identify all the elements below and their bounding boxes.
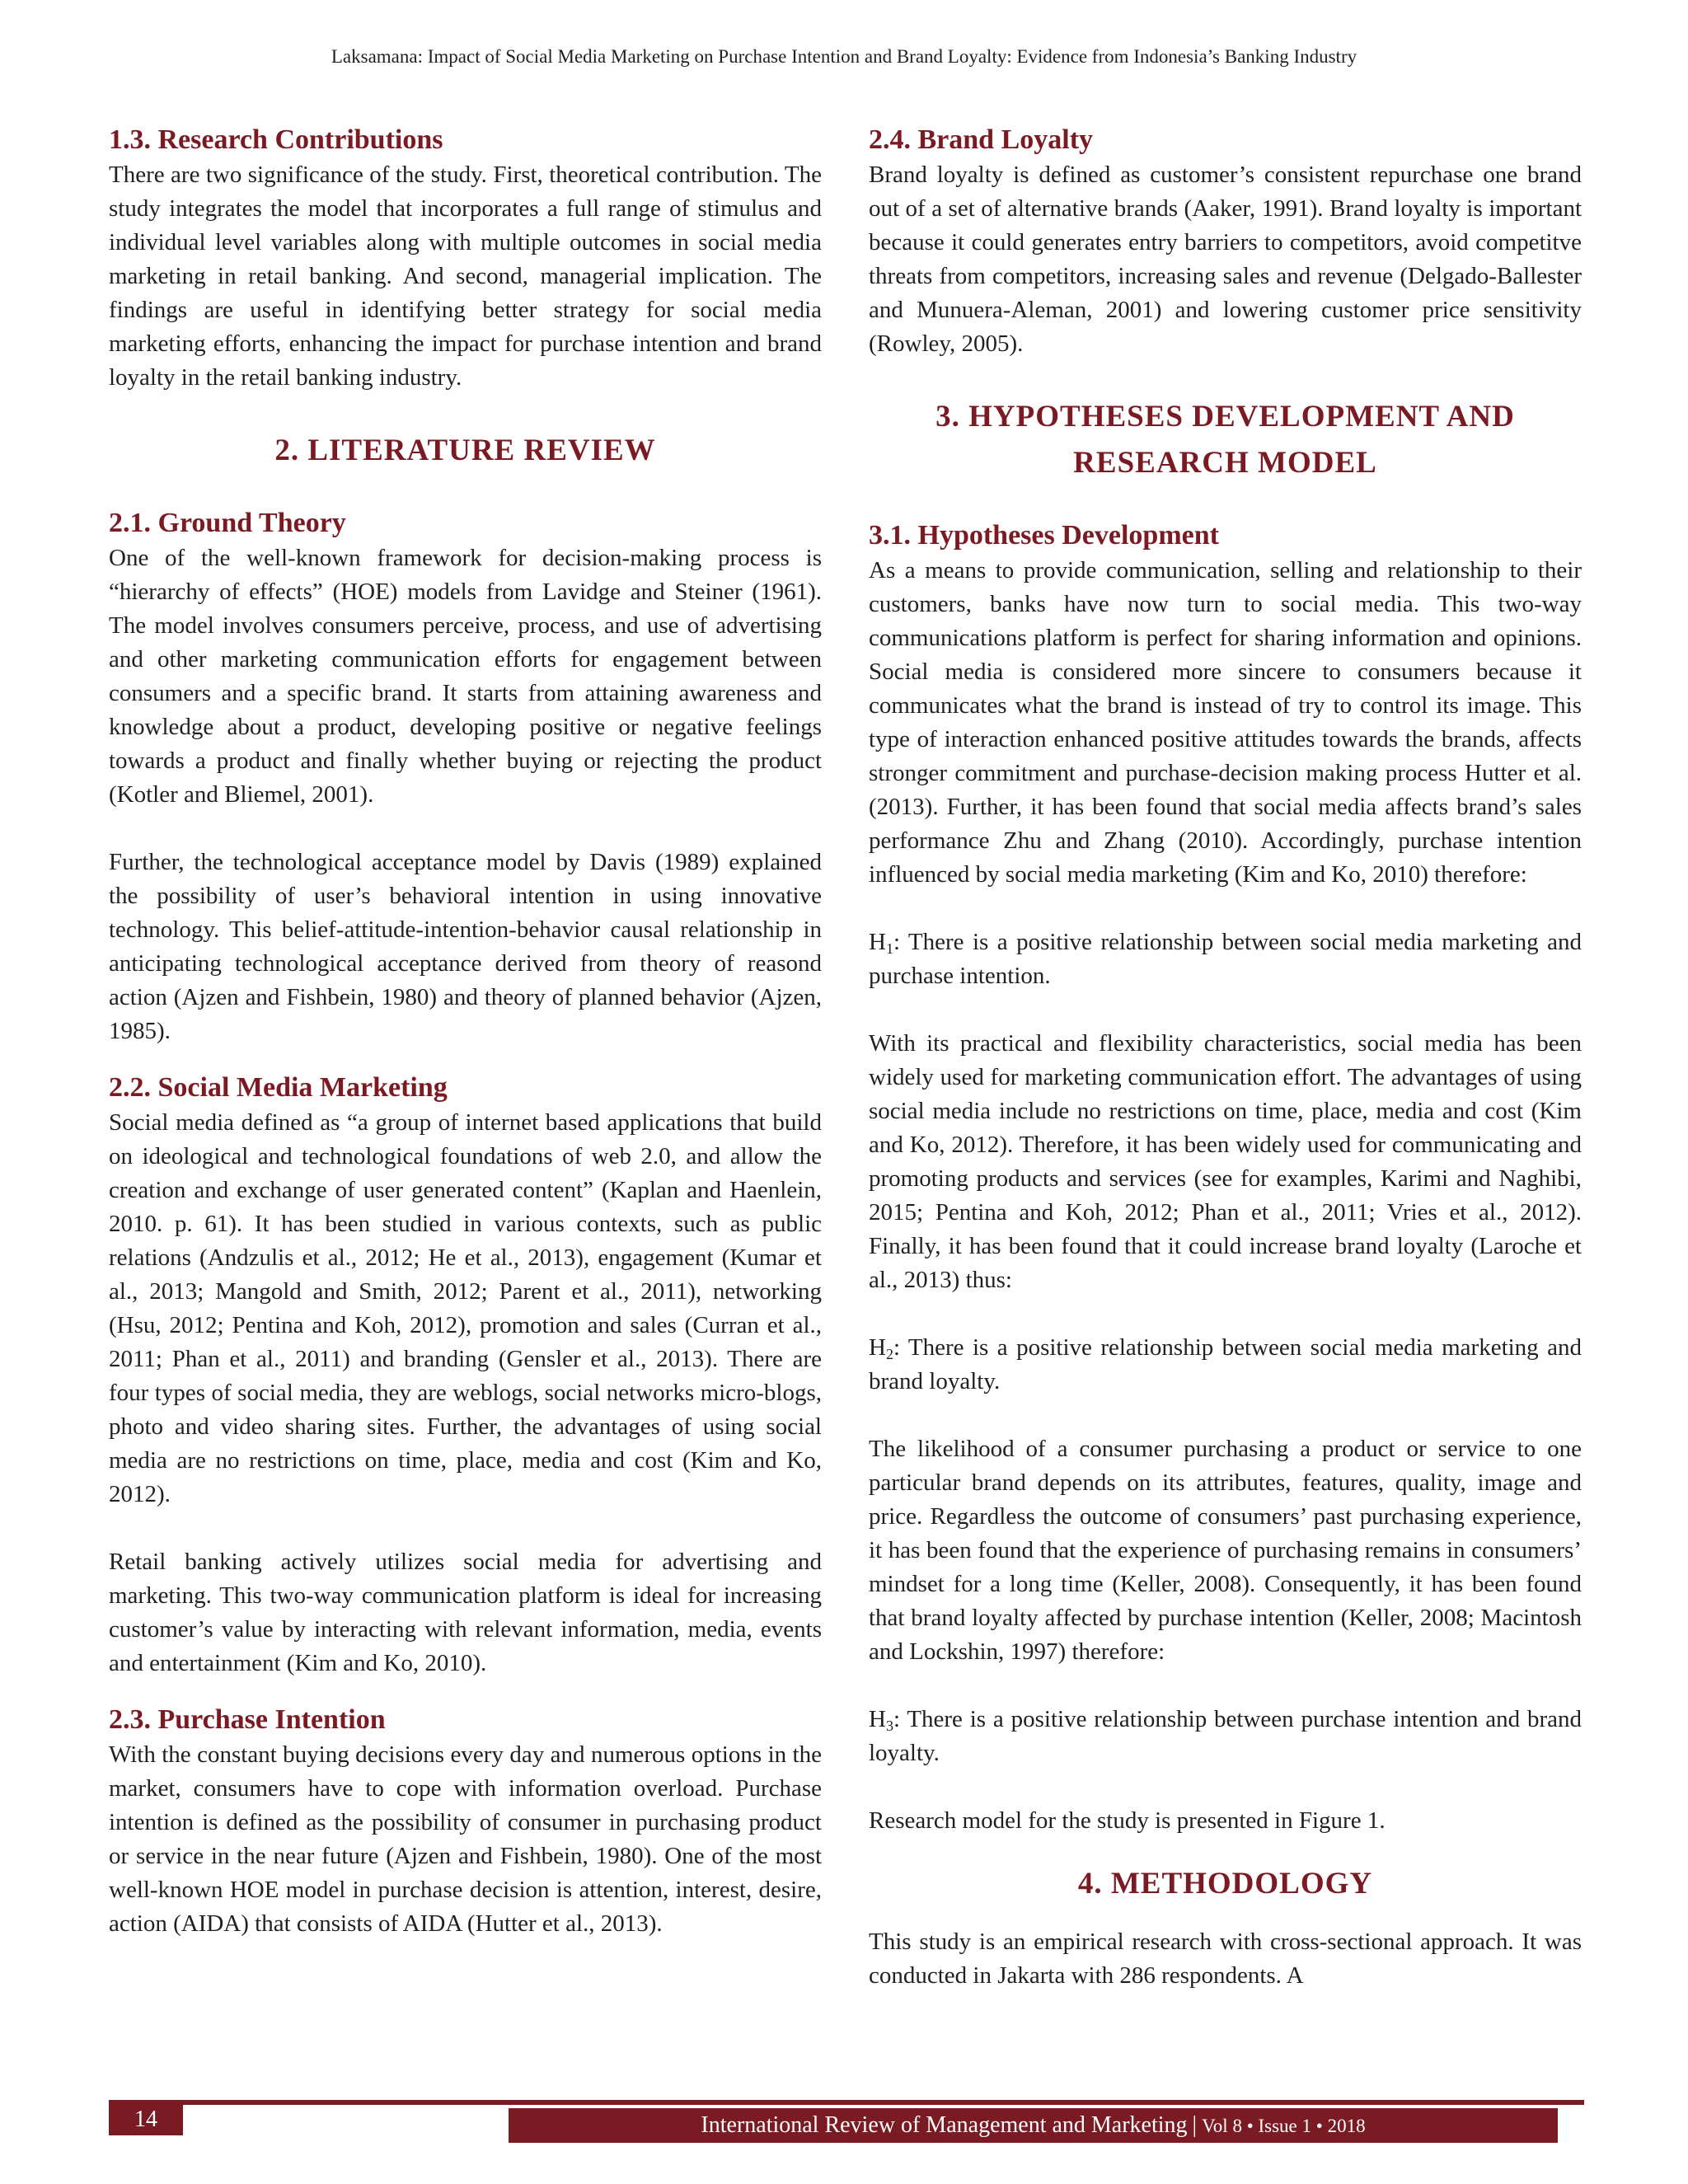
subsection-heading: 2.2. Social Media Marketing [109,1072,448,1103]
hypothesis-h2: $H_2$: There is a positive relationship between social media marketing and brand loyalty. [869,1334,1582,1394]
paragraph: Research model for the study is presented in Figure 1. [869,1807,1386,1834]
paragraph: Further, the technological acceptance model by Davis (1989) explained the possibility of user’s behavioral intention in using innovative technology. This belief-attitude-intention-behavior causal relationship in anticipating technological acceptance derived from theory of reasond action (Ajzen and Fishbein, 1980) and theory of planned behavior (Ajzen, 1985). [109,849,822,1044]
section-heading: 2. LITERATURE REVIEW [274,434,656,467]
right-column [869,122,1582,1993]
hypothesis-h1: $H_1$: There is a positive relationship between social media marketing and purchase intention. [869,929,1582,989]
hypothesis-h3: $H_3$: There is a positive relationship between purchase intention and brand loyalty. [869,1706,1582,1766]
paragraph: Retail banking actively utilizes social media for advertising and marketing. This two-way communication platform is ideal for increasing customer’s value by interacting with relevant information, media, events and entertainment (Kim and Ko, 2010). [109,1549,822,1676]
paragraph: One of the well-known framework for decision-making process is “hierarchy of effects” (HOE) models from Lavidge and Steiner (1961). The model involves consumers perceive, process, and use of advertising and other marketing communication efforts for engagement between consumers and a specific brand. It starts from attaining awareness and knowledge about a product, developing positive or negative feelings towards a product and finally whether buying or rejecting the product (Kotler and Bliemel, 2001). [109,545,822,808]
paragraph: There are two significance of the study. First, theoretical contribution. The study integrates the model that incorporates a full range of stimulus and individual level variables along with multiple outcomes in social media marketing in retail banking. And second, managerial implication. The findings are useful in identifying better strategy for social media marketing efforts, enhancing the impact for purchase intention and brand loyalty in the retail banking industry. [109,162,822,391]
paragraph: As a means to provide communication, selling and relationship to their customers, banks have now turn to social media. This two-way communications platform is perfect for sharing information and opinions. Social media is considered more sincere to consumers because it communicates what the brand is instead of try to control its image. This type of interaction enhanced positive attitudes towards the brands, affects stronger commitment and purchase-decision making process Hutter et al. (2013). Further, it has been found that social media affects brand’s sales performance Zhu and Zhang (2010). Accordingly, purchase intention influenced by social media marketing (Kim and Ko, 2010) therefore: [869,557,1582,888]
left-column [109,122,822,1941]
subsection-heading: 3.1. Hypotheses Development [869,520,1219,551]
page-number: 14 [109,2104,183,2135]
paragraph: With the constant buying decisions every day and numerous options in the market, consumers have to cope with information overload. Purchase intention is defined as the possibility of consumer in purchasing product or service in the near future (Ajzen and Fishbein, 1980). One of the most well-known HOE model in purchase decision is attention, interest, desire, action (AIDA) that consists of AIDA (Hutter et al., 2013). [109,1741,822,1937]
journal-footer [509,2108,1558,2143]
paragraph: The likelihood of a consumer purchasing a product or service to one particular brand depends on its attributes, features, quality, image and price. Regardless the outcome of consumers’ past purchasing experience, it has been found that the experience of purchasing remains in consumers’ mindset for a long time (Keller, 2008). Consequently, it has been found that brand loyalty affected by purchase intention (Keller, 2008; Macintosh and Lockshin, 1997) therefore: [869,1436,1582,1665]
paragraph: This study is an empirical research with cross-sectional approach. It was conducted in Jakarta with 286 respondents. A [869,1929,1582,1989]
paragraph: Brand loyalty is defined as customer’s consistent repurchase one brand out of a set of alternative brands (Aaker, 1991). Brand loyalty is important because it could generates entry barriers to competitors, avoid competitve threats from competitors, increasing sales and revenue (Delgado-Ballester and Munuera-Aleman, 2001) and lowering customer price sensitivity (Rowley, 2005). [869,162,1582,357]
section-heading-line: 3. HYPOTHESES DEVELOPMENT AND [935,400,1515,434]
subsection-heading: 2.1. Ground Theory [109,508,346,538]
section-heading: 4. METHODOLOGY [1077,1867,1373,1900]
paragraph: Social media defined as “a group of internet based applications that build on ideological and technological foundations of web 2.0, and allow the creation and exchange of user generated content” (Kaplan and Haenlein, 2010. p. 61). It has been studied in various contexts, such as public relations (Andzulis et al., 2012; He et al., 2013), engagement (Kumar et al., 2013; Mangold and Smith, 2012; Parent et al., 2011), networking (Hsu, 2012; Pentina and Koh, 2012), promotion and sales (Curran et al., 2011; Phan et al., 2011) and branding (Gensler et al., 2013). There are four types of social media, they are weblogs, social networks micro-blogs, photo and video sharing sites. Further, the advantages of using social media are no restrictions on time, place, media and cost (Kim and Ko, 2012). [109,1109,822,1507]
subsection-heading: 2.4. Brand Loyalty [869,124,1094,155]
footer-separator: | [1192,2112,1198,2138]
subsection-heading: 2.3. Purchase Intention [109,1704,386,1735]
journal-name: International Review of Management and Marketing [701,2112,1188,2138]
volume-info: Vol 8 • Issue 1 • 2018 [1202,2116,1366,2136]
section-heading [869,394,1582,486]
paragraph: With its practical and flexibility characteristics, social media has been widely used for marketing communication effort. The advantages of using social media include no restrictions on time, place, media and cost (Kim and Ko, 2012). Therefore, it has been widely used for communicating and promoting products and services (see for examples, Karimi and Naghibi, 2015; Pentina and Koh, 2012; Phan et al., 2011; Vries et al., 2012). Finally, it has been found that it could increase brand loyalty (Laroche et al., 2013) thus: [869,1030,1582,1293]
section-heading-line: RESEARCH MODEL [1073,446,1377,480]
subsection-heading: 1.3. Research Contributions [109,124,443,155]
footer-rule [109,2100,1584,2105]
running-head: Laksamana: Impact of Social Media Marketing on Purchase Intention and Brand Loyalty: Evidence from Indonesia’s Banking Industry [331,46,1357,67]
